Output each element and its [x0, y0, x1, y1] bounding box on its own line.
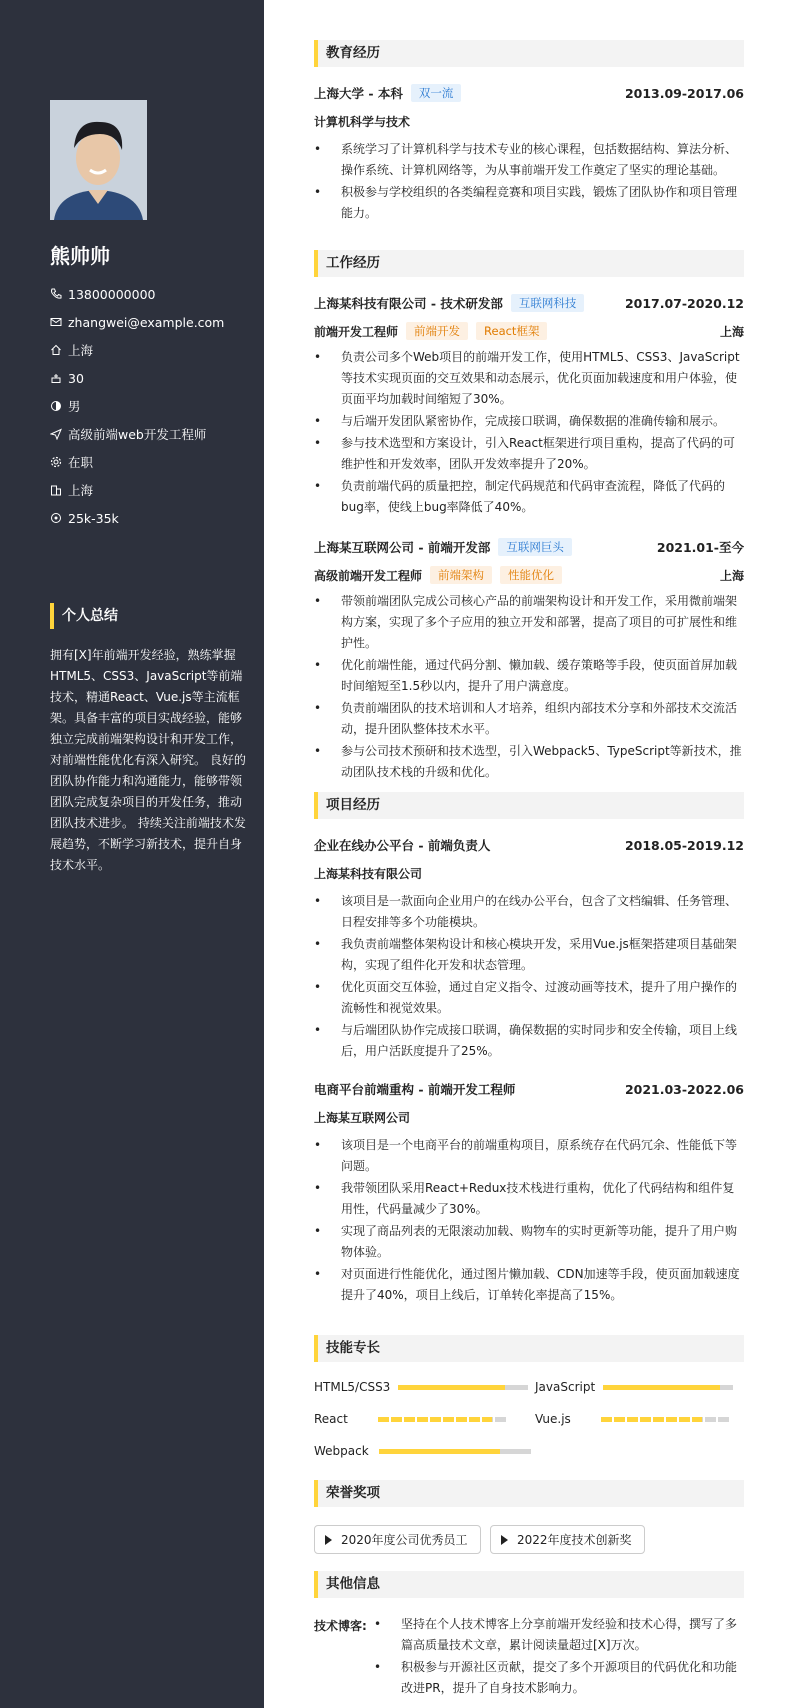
location-text: 上海 [68, 343, 94, 358]
play-icon [325, 1535, 332, 1545]
phone-text: 13800000000 [68, 286, 156, 302]
list-item: • 该项目是一款面向企业用户的在线办公平台，包含了文档编辑、任务管理、日程安排等多个功能模块。 [314, 891, 744, 933]
city-text: 上海 [68, 483, 94, 498]
salary-row [50, 504, 250, 532]
job-role: 高级前端开发工程师 [314, 568, 423, 583]
list-item: • 参与技术选型和方案设计，引入React框架进行项目重构，提高了代码的可维护性和开发效率，团队开发效率提升了20%。 [314, 433, 744, 475]
job-date: 2021.01-至今 [656, 540, 744, 555]
home-icon [50, 344, 68, 356]
list-item: • 负责公司多个Web项目的前端开发工作，使用HTML5、CSS3、JavaScript等技术实现页面的交互效果和动态展示，优化页面加载速度和用户体验，使页面平均加载时间缩短了30%。 [314, 347, 744, 410]
skill-bar [379, 1449, 531, 1454]
project-date: 2018.05-2019.12 [624, 837, 744, 853]
skill-item [314, 1412, 508, 1426]
skill-tag: 前端架构 [430, 566, 492, 584]
salary-text: 25k-35k [68, 510, 119, 526]
job-head [314, 294, 744, 312]
contact-info [50, 280, 250, 532]
skill-bar [378, 1417, 508, 1422]
list-item: • 对页面进行性能优化，通过图片懒加载、CDN加速等手段，使页面加载速度提升了40%，项目上线后，订单转化率提高了15%。 [314, 1264, 744, 1306]
job-bullets [314, 347, 744, 519]
email-row [50, 308, 250, 336]
status-text: 在职 [68, 455, 94, 470]
project-head [314, 1080, 744, 1098]
list-item: • 负责前端团队的技术培训和人才培养，组织内部技术分享和外部技术交流活动，提升团队整体技术水平。 [314, 698, 744, 740]
location-row [50, 336, 250, 364]
education-title: 教育经历 [314, 40, 744, 67]
skill-bar-fill [398, 1385, 505, 1390]
list-item: • 积极参与开源社区贡献，提交了多个开源项目的代码优化和功能改进PR，提升了自身技术影响力。 [374, 1657, 744, 1699]
building-icon [50, 484, 68, 496]
skill-bar-fill [601, 1417, 702, 1422]
job-role-row [314, 322, 744, 340]
skill-name: Webpack [314, 1444, 369, 1458]
award-item [314, 1525, 481, 1554]
email-text: zhangwei@example.com [68, 314, 225, 330]
list-item: • 优化前端性能，通过代码分割、懒加载、缓存策略等手段，使页面首屏加载时间缩短至1.5秒以内，提升了用户满意度。 [314, 655, 744, 697]
skill-item [314, 1444, 531, 1458]
gender-text: 男 [68, 399, 81, 414]
school-name: 上海大学 - 本科 [314, 86, 403, 101]
list-item: • 该项目是一个电商平台的前端重构项目，原系统存在代码冗余、性能低下等问题。 [314, 1135, 744, 1177]
play-icon [501, 1535, 508, 1545]
skill-tag: 性能优化 [500, 566, 562, 584]
skill-item [314, 1380, 528, 1394]
project-name: 电商平台前端重构 - 前端开发工程师 [314, 1082, 516, 1097]
other-title: 其他信息 [314, 1571, 744, 1598]
list-item: • 系统学习了计算机科学与技术专业的核心课程，包括数据结构、算法分析、操作系统、计算机网络等，为从事前端开发工作奠定了坚实的理论基础。 [314, 139, 744, 181]
list-item: • 与后端开发团队紧密协作，完成接口联调，确保数据的准确传输和展示。 [314, 411, 744, 432]
education-date: 2013.09-2017.06 [624, 85, 744, 101]
job-tag: 互联网科技 [511, 294, 585, 312]
skill-name: JavaScript [535, 1380, 596, 1394]
summary-title: 个人总结 [50, 603, 118, 629]
education-bullets [314, 139, 744, 225]
job-role-row [314, 566, 744, 584]
project-date: 2021.03-2022.06 [624, 1081, 744, 1097]
project-bullets [314, 1135, 744, 1307]
award-label: 2022年度技术创新奖 [517, 1533, 632, 1547]
skill-bar-fill [378, 1417, 492, 1422]
money-icon [50, 512, 68, 524]
project-bullets [314, 891, 744, 1063]
education-major: 计算机科学与技术 [314, 115, 411, 129]
skill-bar-fill [379, 1449, 501, 1454]
project-company: 上海某科技有限公司 [314, 867, 423, 881]
skill-bar [601, 1417, 731, 1422]
phone-row [50, 280, 250, 308]
list-item: • 参与公司技术预研和技术选型，引入Webpack5、TypeScript等新技术，推动团队技术栈的升级和优化。 [314, 741, 744, 783]
list-item: • 负责前端代码的质量把控，制定代码规范和代码审查流程，降低了代码的bug率，使线上bug率降低了40%。 [314, 476, 744, 518]
position-row [50, 420, 250, 448]
gender-icon [50, 400, 68, 412]
list-item: • 优化页面交互体验，通过自定义指令、过渡动画等技术，提升了用户操作的流畅性和视觉效果。 [314, 977, 744, 1019]
summary-text: 拥有[X]年前端开发经验，熟练掌握HTML5、CSS3、JavaScript等前端技术，精通React、Vue.js等主流框架。具备丰富的项目实战经验，能够独立完成前端架构设计和开发工作，对前端性能优化有深入研究。 良好的团队协作能力和沟通能力，能够带领团队完成复杂项目的开发任务，推动团队技术进步。 持续关注前端技术发展趋势，不断学习新技术，提升自身技术水平。 [50, 648, 246, 872]
city-row [50, 476, 250, 504]
job-company: 上海某互联网公司 - 前端开发部 [314, 540, 491, 555]
job-head [314, 538, 744, 556]
skill-tag: 前端开发 [406, 322, 468, 340]
skill-name: Vue.js [535, 1412, 571, 1426]
skills-title: 技能专长 [314, 1335, 744, 1362]
mail-icon [50, 316, 68, 328]
projects-title: 项目经历 [314, 792, 744, 819]
work-title: 工作经历 [314, 250, 744, 277]
job-city: 上海 [719, 324, 744, 339]
project-name: 企业在线办公平台 - 前端负责人 [314, 838, 491, 853]
age-text: 30 [68, 370, 84, 386]
avatar [50, 100, 147, 220]
send-icon [50, 428, 68, 440]
award-item [490, 1525, 645, 1554]
list-item: • 与后端团队协作完成接口联调，确保数据的实时同步和安全传输，项目上线后，用户活跃度提升了25%。 [314, 1020, 744, 1062]
other-label: 技术博客: [314, 1619, 367, 1633]
status-row [50, 448, 250, 476]
skill-bar [603, 1385, 733, 1390]
skill-item [535, 1380, 733, 1394]
list-item: • 积极参与学校组织的各类编程竞赛和项目实践，锻炼了团队协作和项目管理能力。 [314, 182, 744, 224]
skill-bar [398, 1385, 528, 1390]
job-company: 上海某科技有限公司 - 技术研发部 [314, 296, 503, 311]
sidebar [0, 0, 264, 1708]
skill-name: HTML5/CSS3 [314, 1380, 391, 1394]
other-bullets [374, 1614, 744, 1700]
list-item: • 坚持在个人技术博客上分享前端开发经验和技术心得，撰写了多篇高质量技术文章，累计阅读量超过[X]万次。 [374, 1614, 744, 1656]
age-row [50, 364, 250, 392]
job-city: 上海 [719, 568, 744, 583]
project-head [314, 836, 744, 854]
job-tag: 互联网巨头 [498, 538, 572, 556]
job-role: 前端开发工程师 [314, 324, 399, 339]
project-company: 上海某互联网公司 [314, 1111, 411, 1125]
school-tag: 双一流 [411, 84, 462, 102]
gear-icon [50, 456, 68, 468]
award-label: 2020年度公司优秀员工 [341, 1533, 468, 1547]
awards-title: 荣誉奖项 [314, 1480, 744, 1507]
job-date: 2017.07-2020.12 [624, 295, 744, 311]
phone-icon [50, 288, 68, 300]
list-item: • 我带领团队采用React+Redux技术栈进行重构，优化了代码结构和组件复用性，代码量减少了30%。 [314, 1178, 744, 1220]
cake-icon [50, 372, 68, 384]
skill-item [535, 1412, 731, 1426]
job-bullets [314, 591, 744, 784]
skill-name: React [314, 1412, 348, 1426]
gender-row [50, 392, 250, 420]
profile-name: 熊帅帅 [50, 244, 110, 268]
education-head [314, 84, 744, 102]
list-item: • 实现了商品列表的无限滚动加载、购物车的实时更新等功能，提升了用户购物体验。 [314, 1221, 744, 1263]
position-text: 高级前端web开发工程师 [68, 427, 207, 442]
list-item: • 带领前端团队完成公司核心产品的前端架构设计和开发工作，采用微前端架构方案，实现了多个子应用的独立开发和部署，提高了项目的可扩展性和维护性。 [314, 591, 744, 654]
skill-tag: React框架 [476, 322, 547, 340]
skill-bar-fill [603, 1385, 720, 1390]
list-item: • 我负责前端整体架构设计和核心模块开发，采用Vue.js框架搭建项目基础架构，实现了组件化开发和状态管理。 [314, 934, 744, 976]
